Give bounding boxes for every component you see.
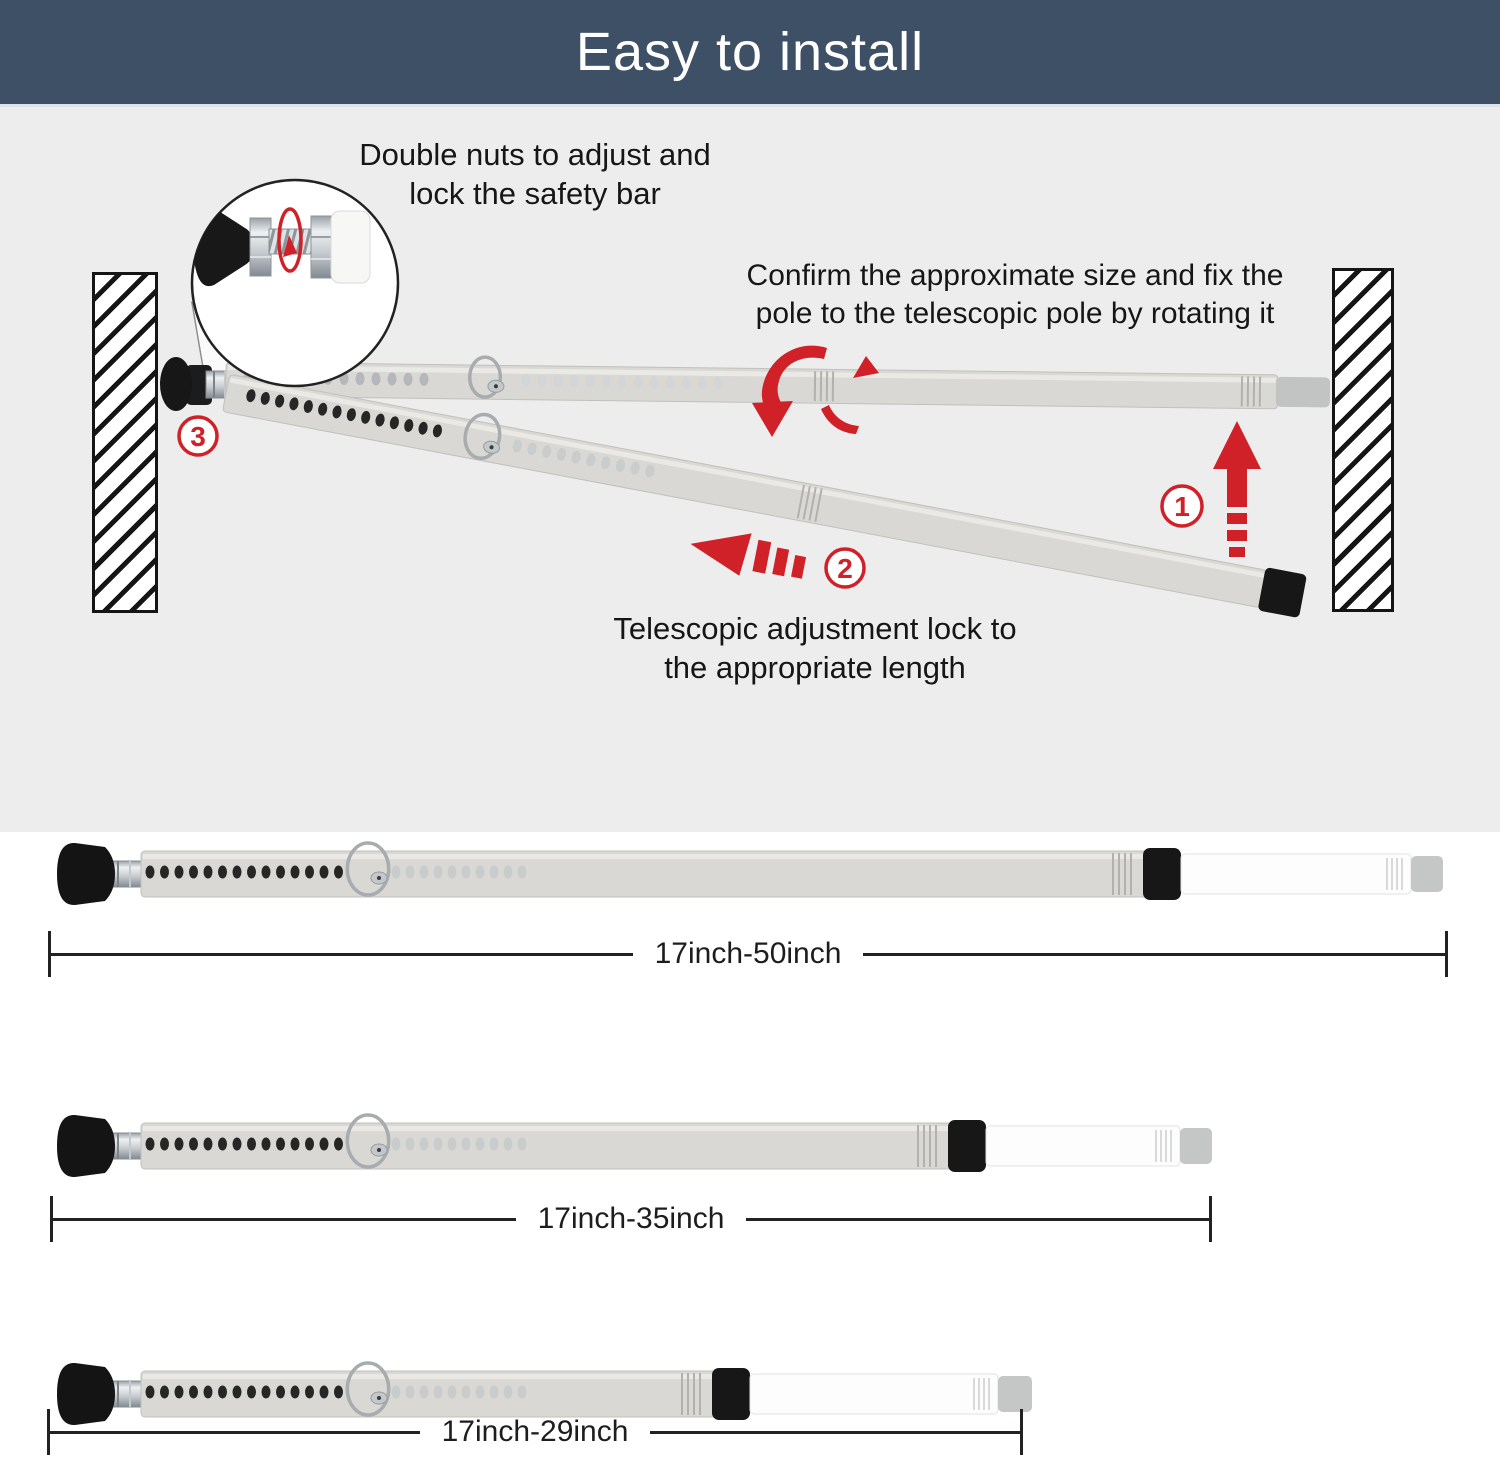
poles-canvas bbox=[0, 832, 1500, 1458]
dimension-50 bbox=[48, 931, 1448, 977]
dimension-35 bbox=[50, 1196, 1212, 1242]
double-nuts-note: Double nuts to adjust and lock the safety bar bbox=[359, 137, 711, 212]
step-3-badge bbox=[179, 417, 217, 455]
size-variants bbox=[0, 832, 1500, 1458]
header-banner bbox=[0, 0, 1500, 107]
step-1-up-arrow-icon bbox=[1213, 421, 1261, 557]
step-2-number: 2 bbox=[837, 553, 853, 584]
dim-line bbox=[650, 1431, 1020, 1434]
telescopic-lock-note: Telescopic adjustment lock to the appropriate length bbox=[613, 611, 1017, 686]
dim-tick bbox=[1020, 1409, 1023, 1455]
confirm-size-note: Confirm the approximate size and fix the pole to the telescopic pole by rotating it bbox=[746, 259, 1284, 330]
dim-line bbox=[53, 1218, 516, 1221]
dim-line bbox=[746, 1218, 1209, 1221]
dim-tick bbox=[1209, 1196, 1212, 1242]
page-title: Easy to install bbox=[575, 22, 925, 82]
pole-17-50 bbox=[57, 843, 1443, 905]
dimension-label: 17inch-29inch bbox=[441, 1415, 629, 1448]
dim-line bbox=[51, 953, 633, 956]
step-1-number: 1 bbox=[1174, 491, 1190, 522]
step-3-number: 3 bbox=[190, 421, 206, 452]
dim-line bbox=[50, 1431, 420, 1434]
diagram-canvas bbox=[0, 107, 1500, 832]
step-1-badge bbox=[1162, 486, 1202, 526]
dimension-label: 17inch-35inch bbox=[537, 1202, 725, 1235]
pole-17-35 bbox=[57, 1115, 1212, 1177]
installation-diagram bbox=[0, 107, 1500, 832]
dim-tick bbox=[1445, 931, 1448, 977]
step-2-left-arrow-icon bbox=[686, 522, 808, 587]
step-2-badge bbox=[826, 549, 864, 587]
dim-line bbox=[863, 953, 1445, 956]
dimension-label: 17inch-50inch bbox=[654, 937, 842, 970]
dimension-29 bbox=[47, 1409, 1023, 1455]
